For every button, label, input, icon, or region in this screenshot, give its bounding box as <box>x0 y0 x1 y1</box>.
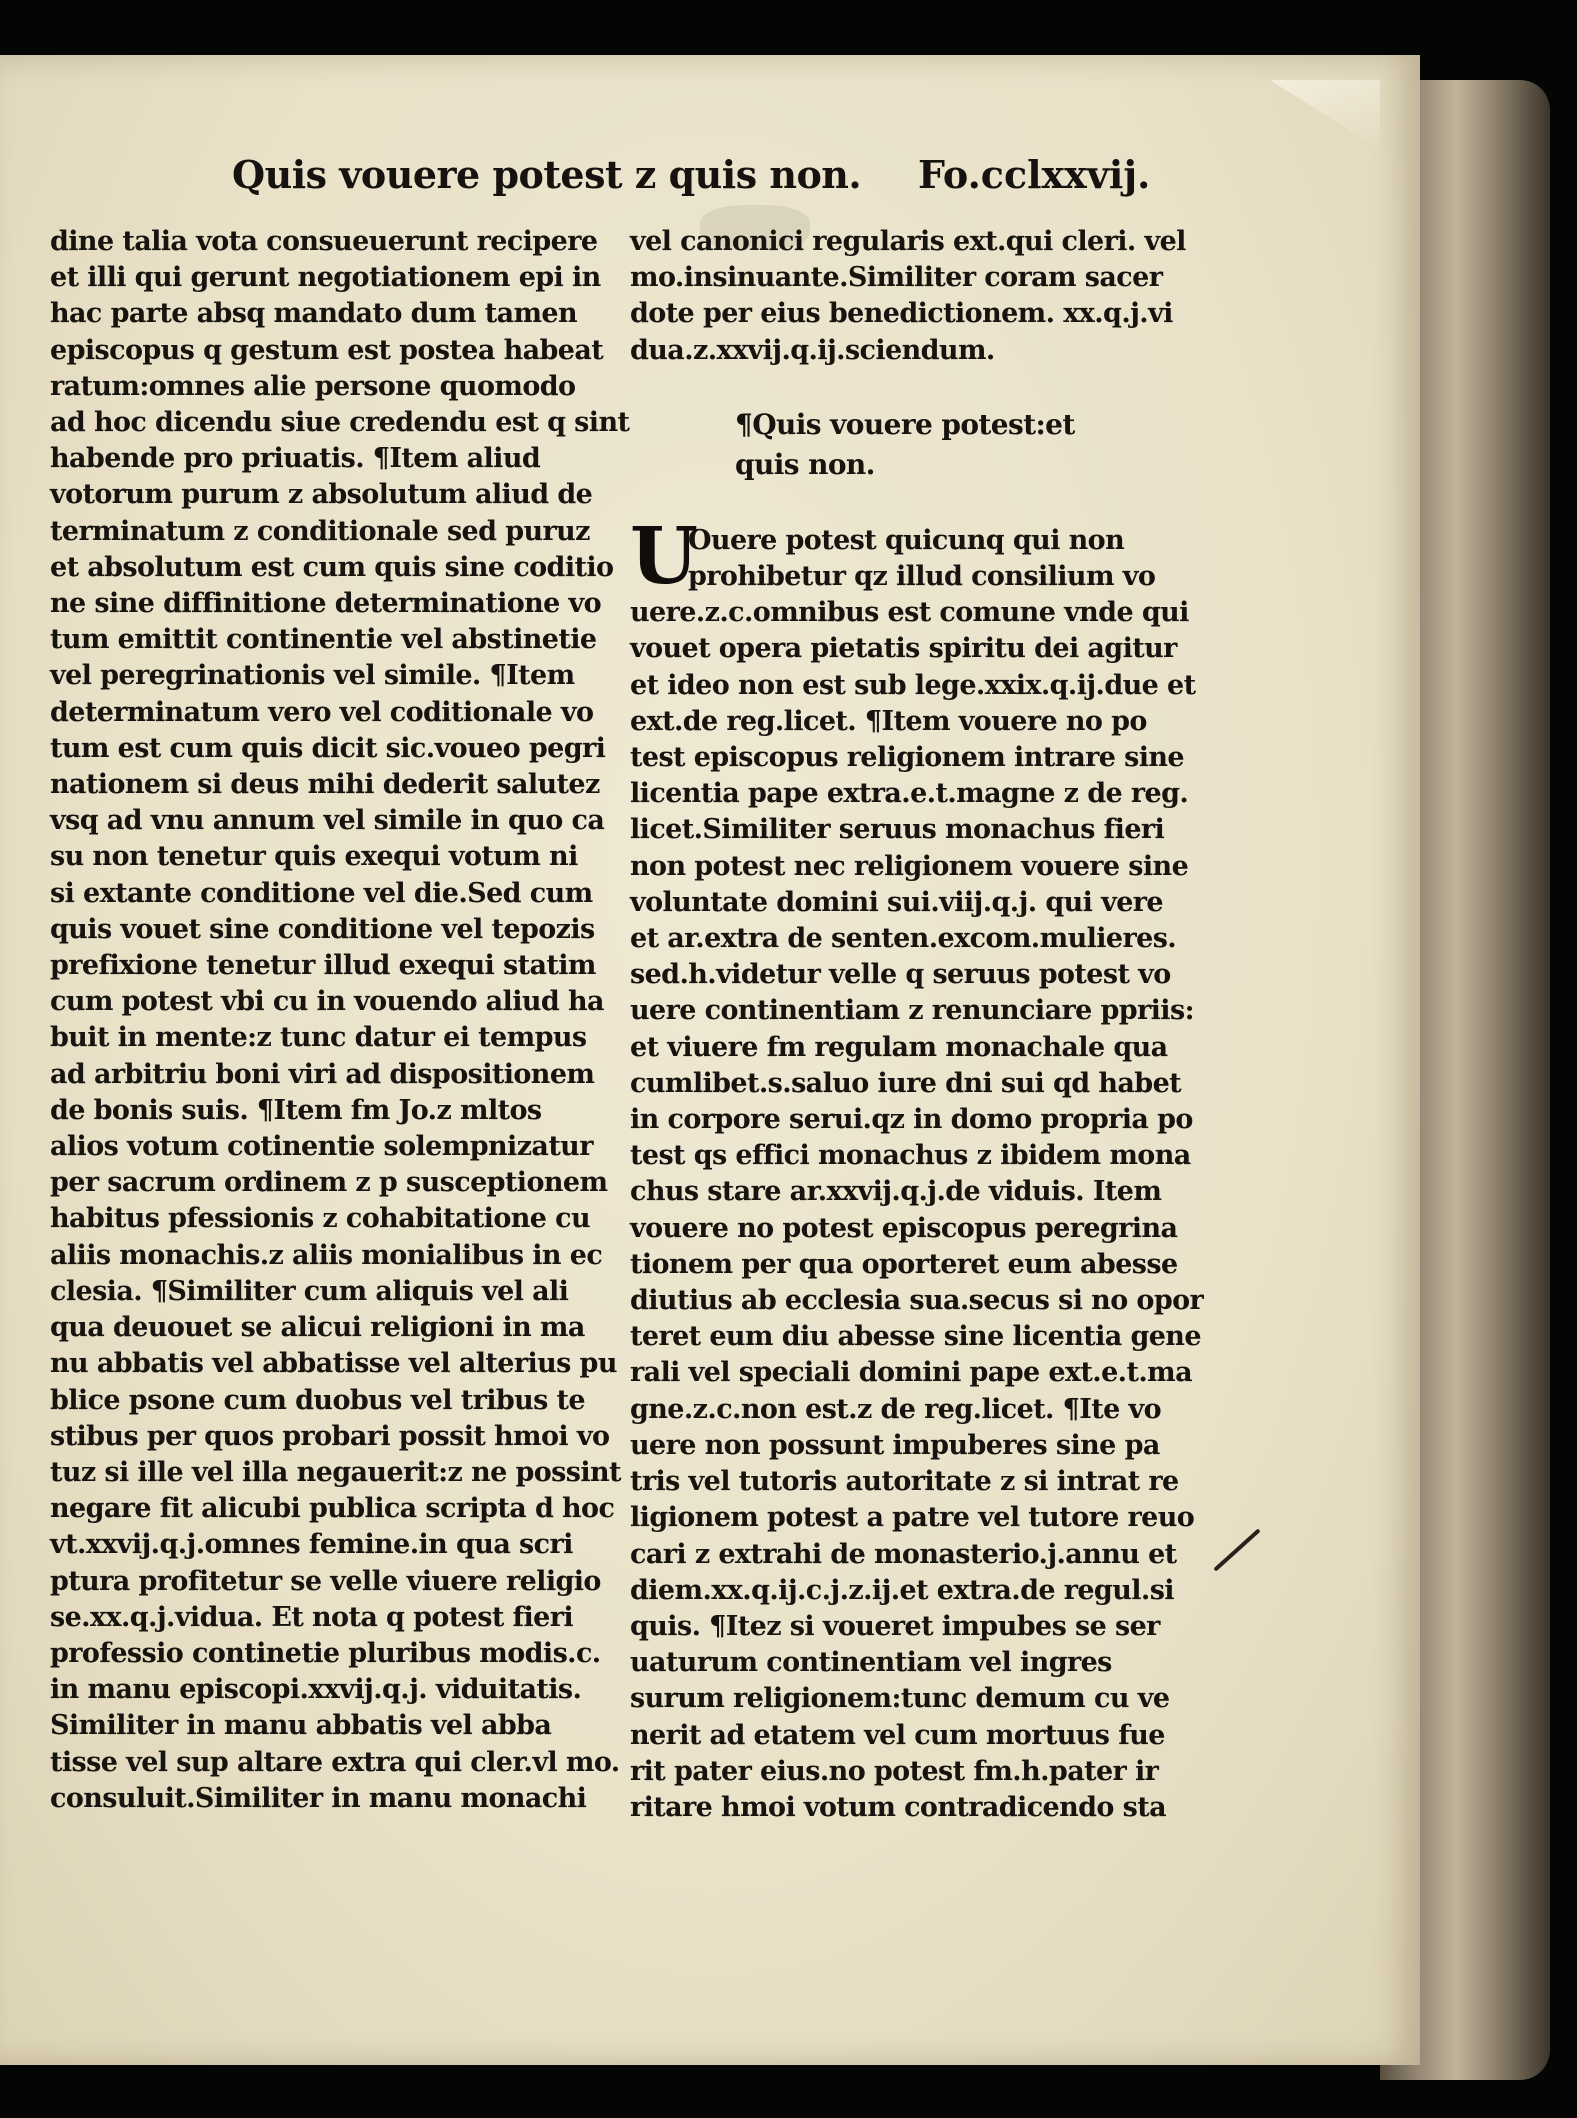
text-line: in corpore serui.qz in domo propria po <box>630 1104 1193 1136</box>
text-line: negare fit alicubi publica scripta d hoc <box>50 1493 615 1525</box>
text-line: teret eum diu abesse sine licentia gene <box>630 1321 1201 1353</box>
text-line: si extante conditione vel die.Sed cum <box>50 877 593 909</box>
text-line: prefixione tenetur illud exequi statim <box>50 950 596 982</box>
text-line: licet.Similiter seruus monachus fieri <box>630 814 1165 846</box>
heading-line: ¶Quis vouere potest:et <box>735 407 1075 441</box>
text-line: vel peregrinationis vel simile. ¶Item <box>50 660 575 692</box>
running-head-title: Quis vouere potest z quis non. <box>232 152 862 197</box>
text-line: ratum:omnes alie persone quomodo <box>50 370 576 402</box>
text-line: tris vel tutoris autoritate z si intrat re <box>630 1466 1179 1498</box>
text-line: cum potest vbi cu in vouendo aliud ha <box>50 986 604 1018</box>
text-line: et viuere fm regulam monachale qua <box>630 1031 1168 1063</box>
text-line: nationem si deus mihi dederit salutez <box>50 769 600 801</box>
text-line: Similiter in manu abbatis vel abba <box>50 1710 552 1742</box>
text-line: qua deuouet se alicui religioni in ma <box>50 1312 585 1344</box>
text-line: diem.xx.q.ij.c.j.z.ij.et extra.de regul.si <box>630 1574 1174 1606</box>
heading-line: quis non. <box>735 447 875 481</box>
text-line: uere.z.c.omnibus est comune vnde qui <box>630 597 1189 629</box>
text-line: non potest nec religionem vouere sine <box>630 850 1189 882</box>
text-line: ptura profitetur se velle viuere religio <box>50 1565 601 1597</box>
text-line: uere non possunt impuberes sine pa <box>630 1429 1160 1461</box>
text-line: voluntate domini sui.viij.q.j. qui vere <box>630 886 1163 918</box>
text-line: vel canonici regularis ext.qui cleri. vel <box>630 226 1186 257</box>
text-line: terminatum z conditionale sed puruz <box>50 515 590 547</box>
text-line: tuz si ille vel illa negauerit:z ne possint <box>50 1456 621 1488</box>
text-line: prohibetur qz illud consilium vo <box>688 561 1156 593</box>
text-line: blice psone cum duobus vel tribus te <box>50 1384 586 1416</box>
left-text-column <box>50 224 630 1817</box>
text-line: ext.de reg.licet. ¶Item vouere no po <box>630 705 1147 737</box>
text-line: tionem per qua oporteret eum abesse <box>630 1248 1178 1280</box>
text-line: ligionem potest a patre vel tutore reuo <box>630 1502 1195 1534</box>
text-line: uaturum continentiam vel ingres <box>630 1647 1112 1679</box>
text-line: hac parte absq mandato dum tamen <box>50 298 578 330</box>
text-line: alios votum cotinentie solempnizatur <box>50 1131 593 1163</box>
text-line: uere continentiam z renunciare ppriis: <box>630 995 1194 1027</box>
text-line: buit in mente:z tunc datur ei tempus <box>50 1022 587 1054</box>
text-line: habitus pfessionis z cohabitatione cu <box>50 1203 591 1235</box>
text-line: dote per eius benedictionem. xx.q.j.vi <box>630 298 1173 330</box>
folio-number: Fo.cclxxvij. <box>918 152 1151 197</box>
text-line: quis. ¶Itez si voueret impubes se ser <box>630 1610 1160 1642</box>
text-line: clesia. ¶Similiter cum aliquis vel ali <box>50 1275 569 1307</box>
text-line: ritare hmoi votum contradicendo sta <box>630 1791 1166 1823</box>
text-line: diutius ab ecclesia sua.secus si no opor <box>630 1285 1204 1317</box>
decorated-initial: U <box>630 510 698 602</box>
text-line: su non tenetur quis exequi votum ni <box>50 841 578 873</box>
text-line: aliis monachis.z aliis monialibus in ec <box>50 1239 603 1271</box>
section-body <box>630 510 1204 1826</box>
text-line: ad hoc dicendu siue credendu est q sint <box>50 407 630 439</box>
text-line: gne.z.c.non est.z de reg.licet. ¶Ite vo <box>630 1393 1162 1425</box>
text-line: rali vel speciali domini pape ext.e.t.ma <box>630 1357 1193 1389</box>
text-line: nerit ad etatem vel cum mortuus fue <box>630 1719 1165 1751</box>
text-line: vsq ad vnu annum vel simile in quo ca <box>50 805 605 837</box>
text-line: tum est cum quis dicit sic.voueo pegri <box>50 732 606 764</box>
text-line: de bonis suis. ¶Item fm Jo.z mltos <box>50 1094 542 1126</box>
text-line: in manu episcopi.xxvij.q.j. viduitatis. <box>50 1674 582 1706</box>
text-line: chus stare ar.xxvij.q.j.de viduis. Item <box>630 1176 1162 1208</box>
text-line: dine talia vota consueuerunt recipere <box>50 226 598 257</box>
text-line: vouere no potest episcopus peregrina <box>630 1212 1178 1244</box>
text-line: habende pro priuatis. ¶Item aliud <box>50 443 541 475</box>
text-line: licentia pape extra.e.t.magne z de reg. <box>630 778 1189 810</box>
text-line: ne sine diffinitione determinatione vo <box>50 588 602 620</box>
text-line: sed.h.videtur velle q seruus potest vo <box>630 959 1171 991</box>
text-line: tisse vel sup altare extra qui cler.vl mo. <box>50 1746 620 1778</box>
section-body-text <box>630 510 1204 1826</box>
text-line: cari z extrahi de monasterio.j.annu et <box>630 1538 1177 1570</box>
text-line: test qs effici monachus z ibidem mona <box>630 1140 1191 1172</box>
text-line: stibus per quos probari possit hmoi vo <box>50 1420 610 1452</box>
section-heading <box>735 405 1200 485</box>
text-line: mo.insinuante.Similiter coram sacer <box>630 262 1163 294</box>
text-line: professio continetie pluribus modis.c. <box>50 1637 601 1669</box>
text-line: tum emittit continentie vel abstinetie <box>50 624 597 656</box>
right-text-column <box>630 224 1204 1826</box>
text-line: rit pater eius.no potest fm.h.pater ir <box>630 1755 1159 1787</box>
text-line: vt.xxvij.q.j.omnes femine.in qua scri <box>50 1529 573 1561</box>
text-line: et illi qui gerunt negotiationem epi in <box>50 262 601 294</box>
text-line: ad arbitriu boni viri ad dispositionem <box>50 1058 595 1090</box>
text-line: determinatum vero vel coditionale vo <box>50 696 594 728</box>
text-line: dua.z.xxvij.q.ij.sciendum. <box>630 334 995 366</box>
text-line: consuluit.Similiter in manu monachi <box>50 1782 587 1814</box>
text-line: vouet opera pietatis spiritu dei agitur <box>630 633 1177 665</box>
text-line: nu abbatis vel abbatisse vel alterius pu <box>50 1348 617 1380</box>
right-column-continuation <box>630 224 1200 369</box>
text-line: votorum purum z absolutum aliud de <box>50 479 593 511</box>
text-line: et ideo non est sub lege.xxix.q.ij.due et <box>630 669 1196 701</box>
text-line: cumlibet.s.saluo iure dni sui qd habet <box>630 1067 1182 1099</box>
text-line: se.xx.q.j.vidua. Et nota q potest fieri <box>50 1601 574 1633</box>
text-line: Ouere potest quicunq qui non <box>688 524 1125 556</box>
text-line: quis vouet sine conditione vel tepozis <box>50 913 595 945</box>
text-line: test episcopus religionem intrare sine <box>630 742 1184 774</box>
text-line: surum religionem:tunc demum cu ve <box>630 1683 1170 1715</box>
running-head <box>0 152 1420 212</box>
text-line: per sacrum ordinem z p susceptionem <box>50 1167 608 1199</box>
text-line: et absolutum est cum quis sine coditio <box>50 551 614 583</box>
text-line: et ar.extra de senten.excom.mulieres. <box>630 923 1177 955</box>
text-line: episcopus q gestum est postea habeat <box>50 334 604 366</box>
